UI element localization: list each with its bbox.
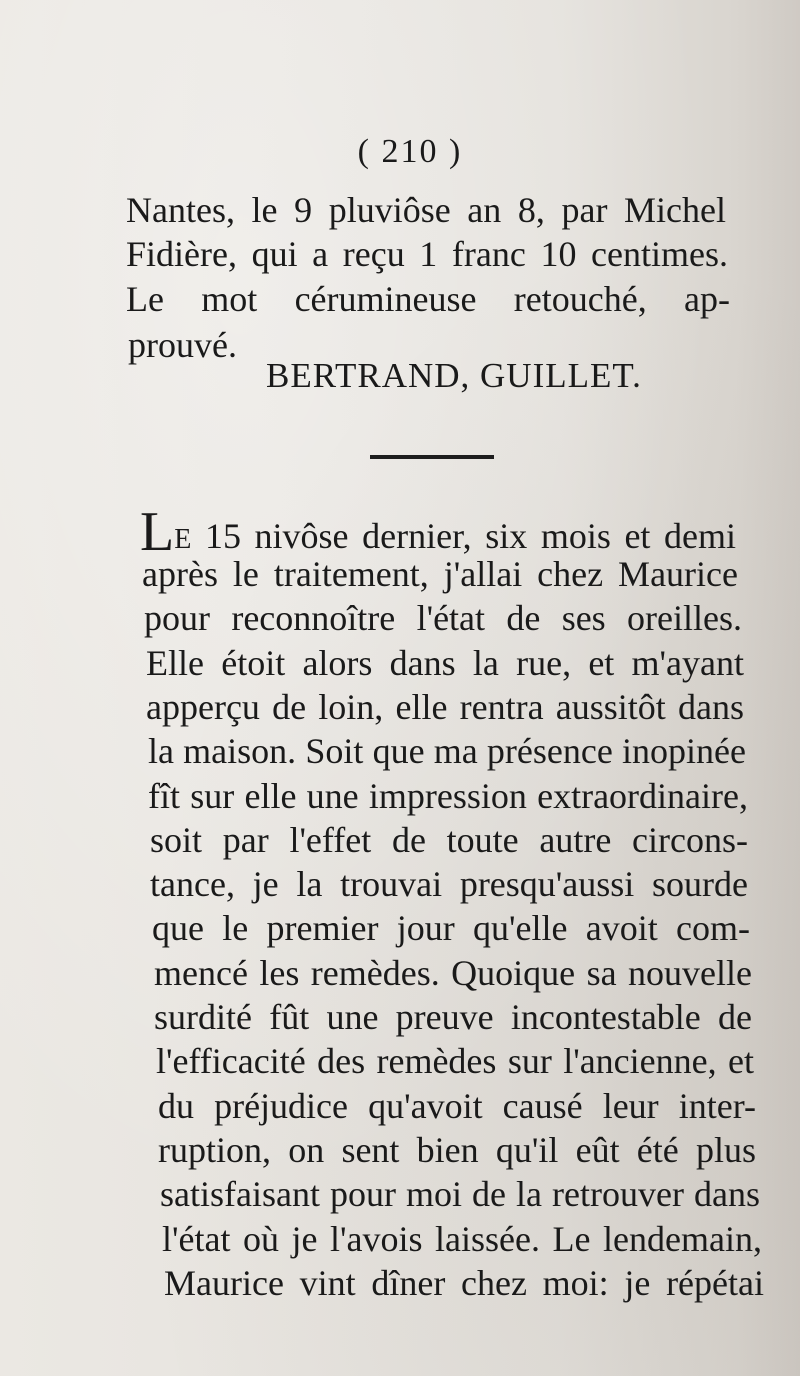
- paragraph-2-line-5: apperçu de loin, elle rentra aussitôt dans: [146, 686, 744, 727]
- paragraph-2-line-18: Maurice vint dîner chez moi: je répétai: [164, 1262, 764, 1303]
- paragraph-2-line-7: fît sur elle une impression extraordinaire,: [148, 775, 748, 816]
- paragraph-2-line-10: que le premier jour qu'elle avoit com-: [152, 908, 750, 949]
- section-divider: [370, 455, 494, 459]
- signature-names: BERTRAND, GUILLET.: [266, 356, 642, 395]
- paragraph-1-line-4: prouvé.: [128, 325, 237, 365]
- paragraph-2-line-14: du préjudice qu'avoit causé leur inter-: [158, 1085, 756, 1126]
- drop-cap: L: [140, 501, 175, 563]
- paragraph-2-line-6: la maison. Soit que ma présence inopinée: [148, 731, 746, 772]
- paragraph-2-line-16: satisfaisant pour moi de la retrouver dans: [160, 1174, 760, 1215]
- paragraph-2-line-15: ruption, on sent bien qu'il eût été plus: [158, 1129, 756, 1170]
- paragraph-2-line-12: surdité fût une preuve incontestable de: [154, 997, 752, 1037]
- paragraph-2-line-3: pour reconnoître l'état de ses oreilles.: [144, 598, 742, 639]
- paragraph-1-line-3: Le mot cérumineuse retouché, ap-: [126, 279, 730, 319]
- small-cap: E: [174, 524, 192, 555]
- paragraph-1-line-2: Fidière, qui a reçu 1 franc 10 centimes.: [126, 234, 728, 274]
- paragraph-2-line-13: l'efficacité des remèdes sur l'ancienne, et: [156, 1041, 754, 1082]
- paragraph-2-line-2: après le traitement, j'allai chez Maurice: [142, 554, 738, 594]
- paragraph-2-line-8: soit par l'effet de toute autre circons-: [150, 819, 748, 860]
- paragraph-2-line-9: tance, je la trouvai presqu'aussi sourde: [150, 864, 748, 905]
- paragraph-2-line-17: l'état où je l'avois laissée. Le lendemain,: [162, 1218, 762, 1259]
- paragraph-1-line-1: Nantes, le 9 pluviôse an 8, par Michel: [126, 190, 726, 230]
- page-number: ( 210 ): [357, 133, 463, 170]
- paragraph-2-line-1-text: 15 nivôse dernier, six mois et demi: [204, 516, 736, 556]
- paragraph-2-line-4: Elle étoit alors dans la rue, et m'ayant: [146, 642, 744, 683]
- paragraph-2-line-1: [140, 501, 736, 563]
- paragraph-2-line-11: mencé les remèdes. Quoique sa nouvelle: [154, 952, 752, 993]
